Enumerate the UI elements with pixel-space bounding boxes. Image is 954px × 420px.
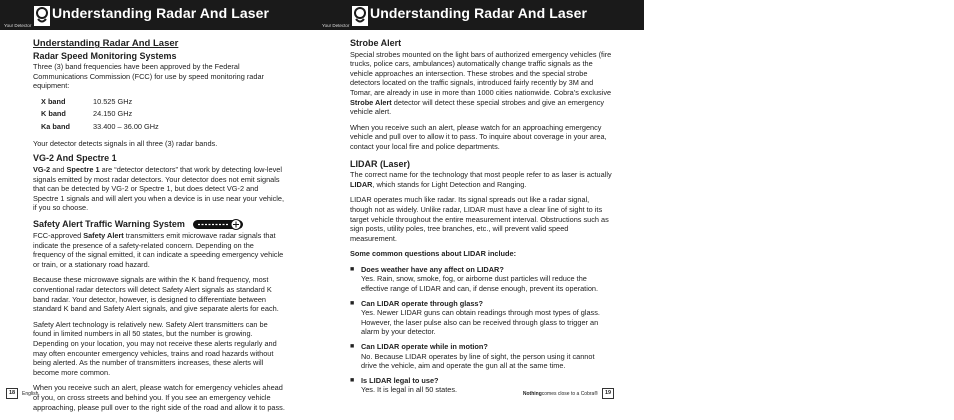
section-title: Understanding Radar And Laser	[33, 38, 179, 49]
safety-alert-p1	[33, 231, 285, 269]
cobra-logo-icon	[30, 2, 54, 28]
strobe-alert-p1	[350, 50, 612, 117]
strobe-alert-p1-a: Special strobes mounted on the light bars of authorized emergency vehicles (fire trucks, police cars, ambulances) automatically change traffic signals as the vehicle approaches an intersection. These strobes and the special strobe detectors located on the traffic signals, introduced fairly recently by 3M and Tomar, are already in use in more than 1000 cities nationwide. Cobra’s exclusive	[350, 49, 612, 97]
band-frequency: 33.400 – 36.00 GHz	[93, 121, 159, 131]
band-row	[33, 122, 285, 134]
lidar-term: LIDAR	[350, 179, 373, 189]
band-row	[33, 109, 285, 121]
qa-answer: Yes. Newer LIDAR guns can obtain readings through most types of glass. However, the laser pulse also can be received through glass to trigger an alarm by your detector.	[361, 308, 600, 337]
qa-answer: Yes. It is legal in all 50 states.	[361, 385, 458, 395]
square-bullet-icon: ■	[350, 343, 355, 351]
qa-item	[350, 342, 612, 371]
square-bullet-icon: ■	[350, 376, 355, 384]
band-name: X band	[41, 96, 66, 106]
page-header	[318, 0, 644, 30]
vg2-and: and	[50, 165, 67, 175]
square-bullet-icon: ■	[350, 265, 355, 273]
qa-question: Does weather have any affect on LIDAR?	[361, 264, 504, 274]
page-header	[0, 0, 318, 30]
safety-alert-logo-icon	[193, 219, 243, 230]
header-title: Understanding Radar And Laser	[370, 5, 588, 21]
vg2-paragraph	[33, 165, 285, 213]
page-number: 18	[6, 388, 18, 399]
your-detector-label: Your Detector	[4, 23, 32, 28]
lidar-p2: LIDAR operates much like radar. Its signal spreads out like a radar signal, though not as widely. Unlike radar, LIDAR must have a clear line of sight to its target vehicle throughout the entire measurement interval. Obstructions such as sign posts, utility poles, tree branches, etc., will prevent valid speed measurement.	[350, 195, 609, 243]
page-right	[318, 0, 644, 420]
cobra-logo-icon	[348, 2, 372, 28]
band-list	[33, 97, 285, 134]
lidar-p1	[350, 170, 612, 189]
band-name: Ka band	[41, 121, 70, 131]
qa-question: Can LIDAR operate while in motion?	[361, 342, 488, 352]
vg2-heading: VG-2 And Spectre 1	[33, 153, 117, 164]
your-detector-label: Your Detector	[322, 23, 350, 28]
band-row	[33, 97, 285, 109]
header-title: Understanding Radar And Laser	[52, 5, 270, 21]
safety-alert-p2: Because these microwave signals are within the K band frequency, most conventional radar detectors will detect Safety Alert signals as standard K band radar. Your detector, however, is designed to differentiate between standard K band and Safety Alert signals, and give separate alerts for each.	[33, 275, 279, 314]
right-page-body	[350, 39, 612, 400]
qa-answer: No. Because LIDAR operates by line of sight, the person using it cannot drive the vehicle, aim and operate the gun all at the same time.	[361, 351, 595, 371]
band-name: K band	[41, 109, 66, 119]
lidar-questions-heading: Some common questions about LIDAR include:	[350, 249, 517, 259]
safety-alert-heading-row	[33, 219, 285, 230]
footer-nothing: Nothing	[522, 390, 542, 397]
radar-outro: Your detector detects signals in all three (3) radar bands.	[33, 138, 218, 148]
vg2-body: are “detector detectors” that work by detecting low-level signals emitted by most radar detectors. Your detector does not emit signals that can be detected by VG-2 or Spectre 1, but does detect VG-2 and Spectre 1 signals and will alert you when a device is in use near your vehicle, if you so choose.	[33, 165, 285, 213]
qa-item	[350, 265, 612, 294]
qa-item	[350, 299, 612, 337]
band-frequency: 24.150 GHz	[93, 109, 133, 119]
footer-language: English	[22, 390, 39, 397]
safety-alert-term: Safety Alert	[83, 231, 124, 241]
spectre-term: Spectre 1	[66, 165, 100, 175]
radar-heading: Radar Speed Monitoring Systems	[33, 50, 177, 61]
vg2-term: VG-2	[33, 165, 51, 175]
square-bullet-icon: ■	[350, 299, 355, 307]
footer-tagline: comes close to a Cobra®	[541, 390, 598, 397]
lidar-p1-b: , which stands for Light Detection and Ranging.	[372, 179, 527, 189]
lidar-heading: LIDAR (Laser)	[350, 158, 411, 169]
footer-left	[6, 388, 38, 399]
safety-alert-heading: Safety Alert Traffic Warning System	[33, 218, 185, 229]
strobe-alert-p1-b: detector will detect these special strobes and give an emergency vehicle alert.	[350, 97, 605, 117]
qa-question: Is LIDAR legal to use?	[361, 375, 439, 385]
strobe-alert-heading: Strobe Alert	[350, 38, 402, 48]
safety-alert-p1-body: transmitters emit microwave radar signals that indicate the presence of a safety-related concern. Depending on the frequency of the signal emitted, it can indicate a speeding emergency vehicle or train, or a stationary road hazard.	[33, 231, 284, 269]
radar-intro: Three (3) band frequencies have been approved by the Federal Communications Commission (FCC) for use by speed monitoring radar equipment:	[33, 62, 265, 91]
page-left	[0, 0, 318, 420]
left-page-body	[33, 39, 285, 418]
strobe-alert-p2: When you receive such an alert, please watch for an approaching emergency vehicle and pull over to allow it to pass. To inquire about coverage in your area, contact your local fire and police departments.	[350, 122, 607, 151]
safety-alert-p3: Safety Alert technology is relatively new. Safety Alert transmitters can be found in limited numbers in all 50 states, but the number is growing. Depending on your location, you may not receive these alerts regularly and may often encounter emergency vehicles, trains and road hazards without being alerted. As the number of transmitters increases, these alerts will become more common.	[33, 319, 277, 377]
safety-alert-p4: When you receive such an alert, please watch for emergency vehicles ahead of you, on cross streets and behind you. If you see an emergency vehicle approaching, please pull over to the right side of the road and allow it to pass.	[33, 383, 285, 412]
footer-right	[523, 388, 614, 399]
lidar-p1-a: The correct name for the technology that most people refer to as laser is actually	[350, 170, 612, 180]
strobe-alert-term: Strobe Alert	[350, 97, 392, 107]
qa-answer: Yes. Rain, snow, smoke, fog, or airborne dust particles will reduce the effective range of LIDAR and can, if dense enough, prevent its operation.	[361, 274, 599, 294]
qa-question: Can LIDAR operate through glass?	[361, 298, 483, 308]
safety-alert-p1-prefix: FCC-approved	[33, 231, 84, 241]
page-number: 19	[602, 388, 614, 399]
band-frequency: 10.525 GHz	[93, 96, 133, 106]
